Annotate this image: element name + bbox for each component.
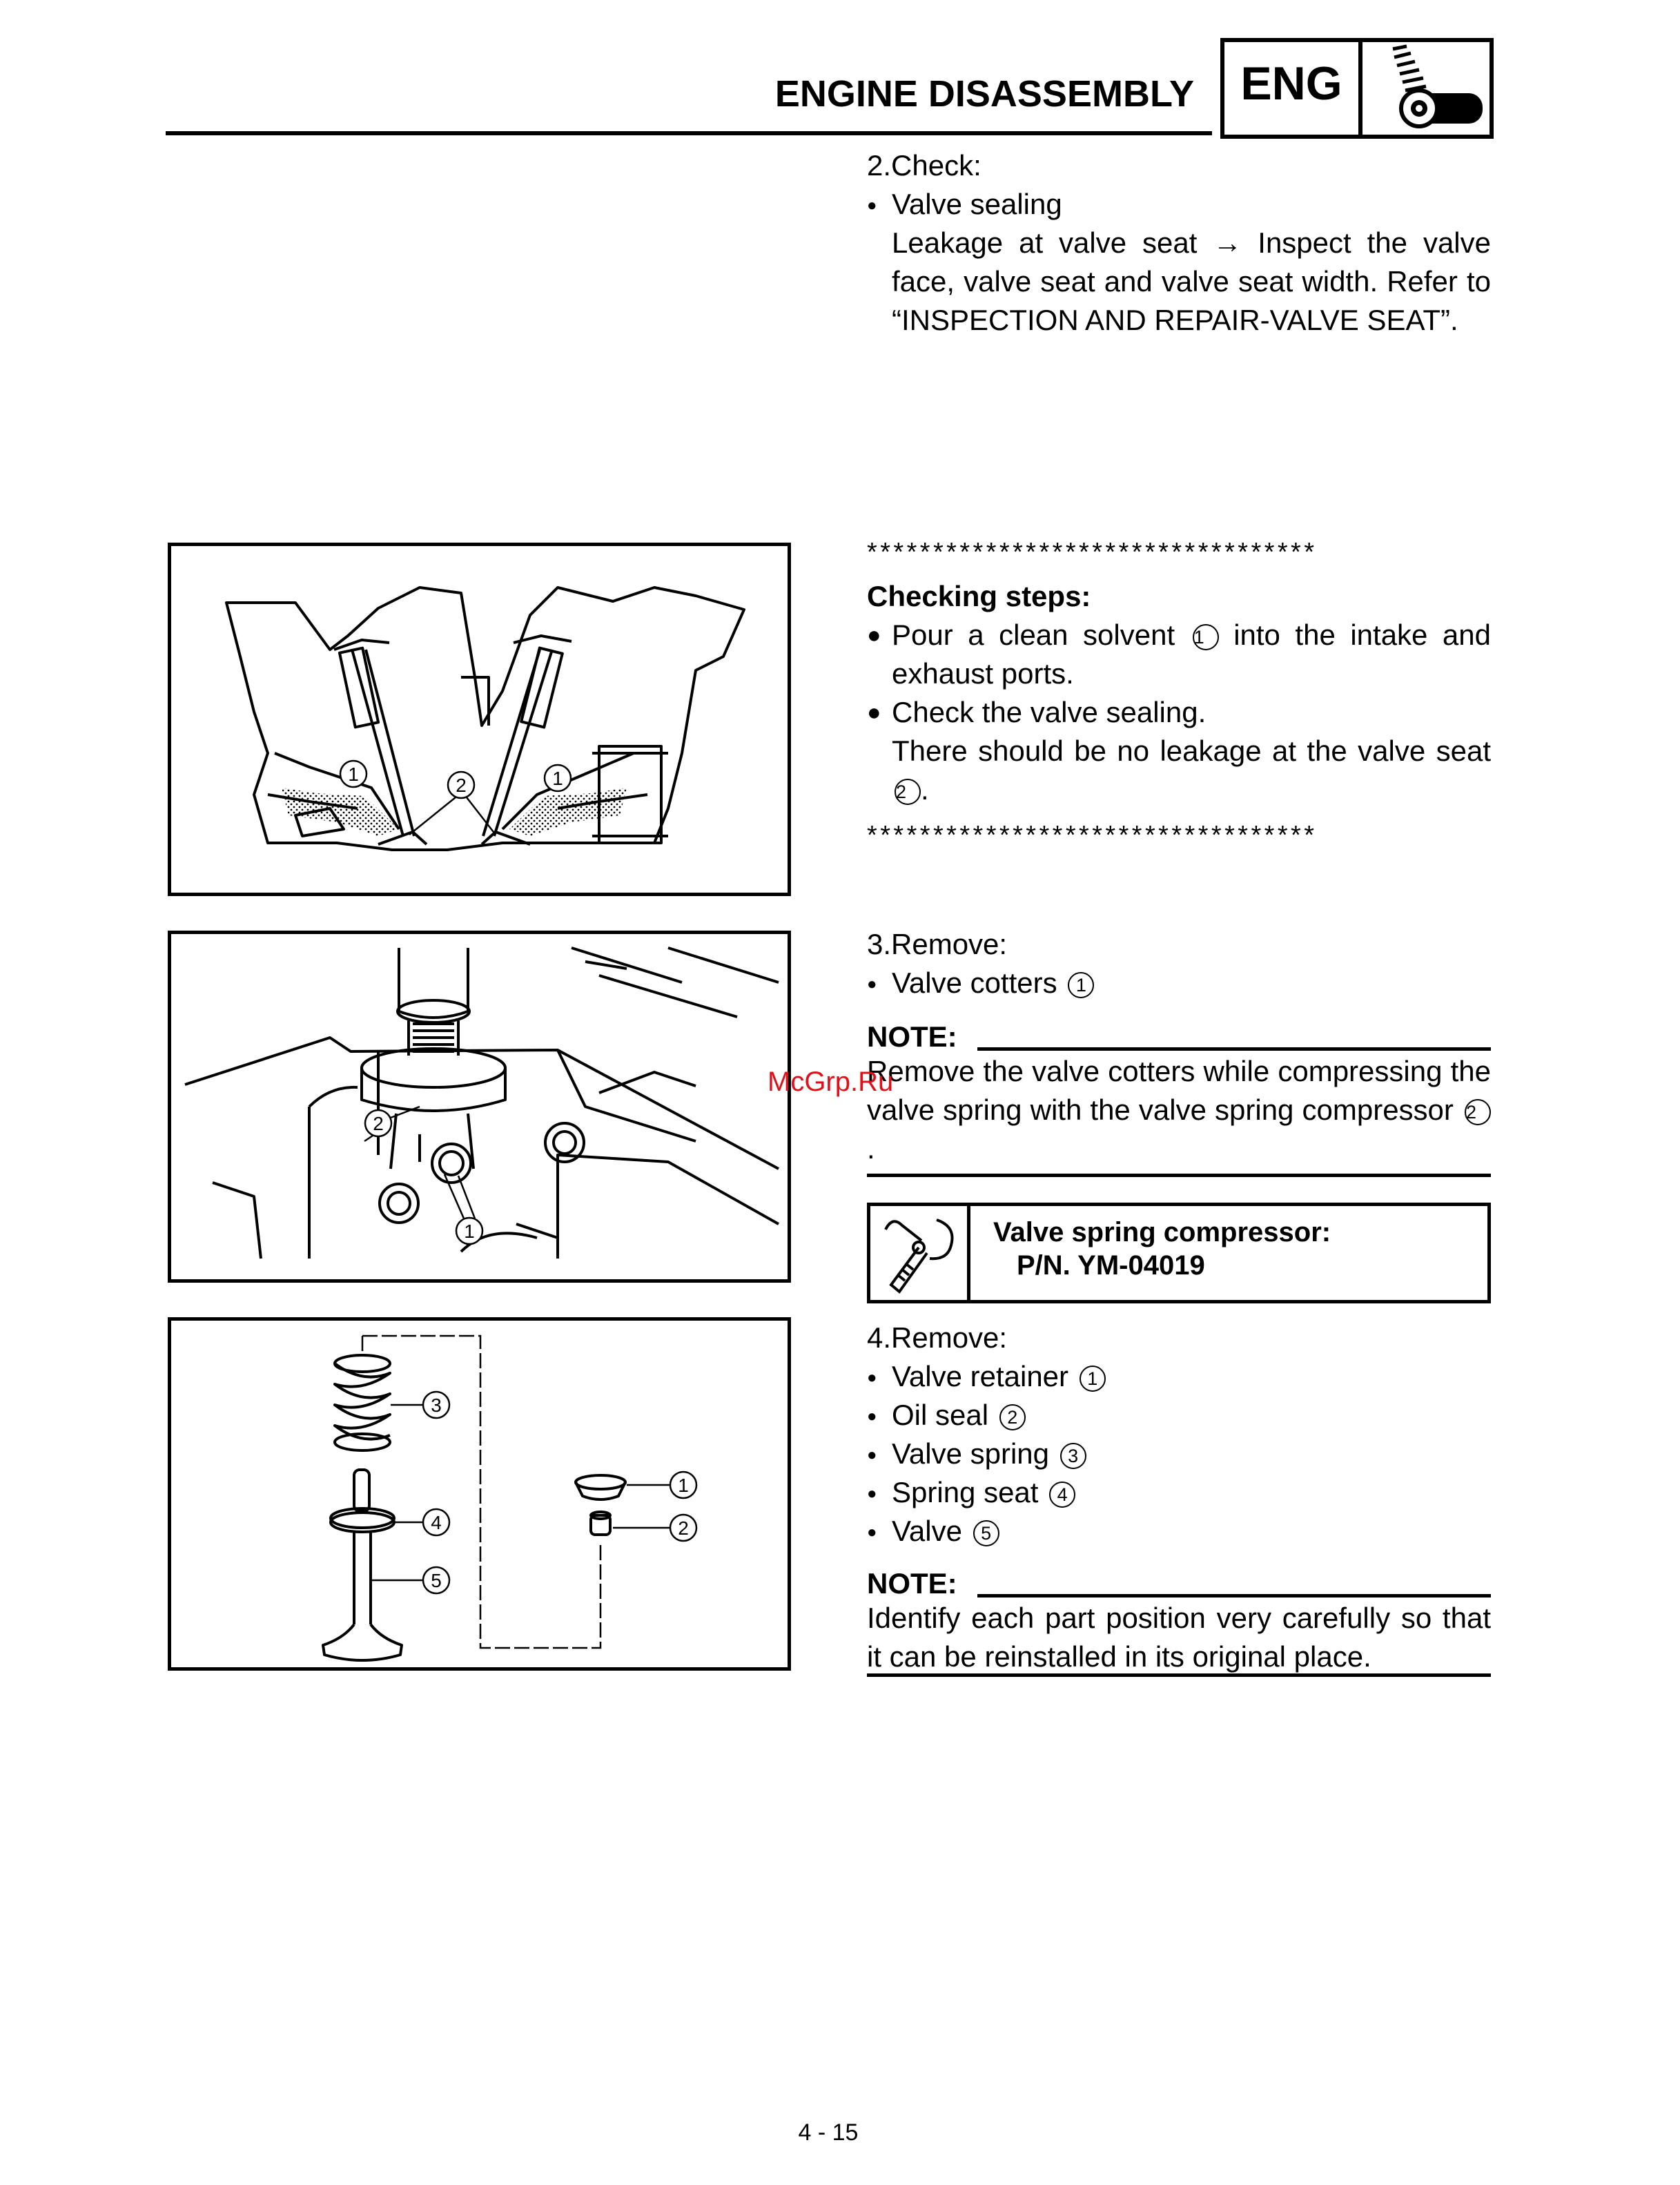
step4-item-label: Valve retainer xyxy=(892,1360,1069,1392)
step2-heading: 2.Check: xyxy=(867,149,981,182)
callout-5: 5 xyxy=(973,1520,999,1546)
step4-item xyxy=(867,1473,1491,1512)
checking-b2-post: . xyxy=(921,773,929,806)
callout-1: 1 xyxy=(1068,972,1094,998)
step2-bullet: ● Valve sealing xyxy=(867,185,1491,224)
page-title: ENGINE DISASSEMBLY xyxy=(774,73,1194,115)
wrench-tool-icon xyxy=(870,1206,970,1300)
fig2-callout: 1 xyxy=(464,1221,475,1242)
step4-item-label: Valve xyxy=(892,1515,962,1547)
step2-block xyxy=(867,146,1491,340)
step3-bullet xyxy=(867,964,1491,1002)
step3-note-text xyxy=(867,1052,1491,1168)
section-tag: ENG xyxy=(1224,42,1362,135)
checking-bullet-2: ● Check the valve sealing. xyxy=(867,693,1491,732)
note-label: NOTE: xyxy=(867,1567,957,1600)
callout-2: 2 xyxy=(1465,1099,1491,1125)
step3-note-pre: Remove the valve cotters while compressing the valve spring with the valve spring compressor xyxy=(867,1055,1491,1126)
callout-2: 2 xyxy=(895,779,921,805)
note-rule xyxy=(977,1047,1491,1051)
header-rule xyxy=(166,131,1212,135)
step4-block xyxy=(867,1319,1491,1551)
engine-icon xyxy=(1367,42,1489,135)
step4-item xyxy=(867,1357,1491,1396)
step4-note-text: Identify each part position very carefully so that it can be reinstalled in its original place. xyxy=(867,1602,1491,1673)
step4-item-label: Spring seat xyxy=(892,1476,1039,1508)
figure-valve-cotters xyxy=(168,931,791,1283)
callout-3: 3 xyxy=(1060,1443,1086,1469)
checking-bullet-1 xyxy=(867,616,1491,693)
fig1-callout: 1 xyxy=(348,764,359,785)
note-end-rule xyxy=(867,1174,1491,1177)
fig1-callout: 1 xyxy=(552,768,563,789)
stars-bottom: ********************************** xyxy=(867,821,1318,850)
checking-title: Checking steps: xyxy=(867,580,1091,612)
checking-block xyxy=(867,577,1491,809)
step4-item xyxy=(867,1435,1491,1473)
fig3-callout: 1 xyxy=(678,1475,689,1496)
callout-2: 2 xyxy=(999,1404,1026,1430)
fig3-callout: 5 xyxy=(431,1570,442,1591)
note-rule xyxy=(977,1594,1491,1598)
page-number: 4 - 15 xyxy=(798,2119,859,2146)
fig3-callout: 2 xyxy=(678,1517,689,1539)
fig2-callout: 2 xyxy=(373,1113,384,1134)
watermark: McGrp.Ru xyxy=(768,1067,894,1097)
checking-b2-pre: There should be no leakage at the valve seat xyxy=(892,735,1491,767)
checking-b1-post: into the intake and exhaust ports. xyxy=(892,619,1492,690)
step3-bullet-label: Valve cotters xyxy=(892,967,1057,999)
note-label: NOTE: xyxy=(867,1020,957,1053)
checking-b2-text xyxy=(867,732,1491,809)
step3-heading: 3.Remove: xyxy=(867,928,1008,960)
step4-item xyxy=(867,1512,1491,1551)
callout-4: 4 xyxy=(1049,1482,1075,1508)
figure-valve-components xyxy=(168,1317,791,1671)
figure-valve-sealing xyxy=(168,543,791,896)
callout-1: 1 xyxy=(1080,1366,1106,1392)
step3-note-post: . xyxy=(867,1132,875,1165)
special-tool-box xyxy=(867,1203,1491,1303)
stars-top: ********************************** xyxy=(867,538,1318,567)
fig3-callout: 3 xyxy=(431,1395,442,1416)
step4-item-label: Oil seal xyxy=(892,1399,989,1431)
note-end-rule xyxy=(867,1673,1491,1677)
fig3-callout: 4 xyxy=(431,1512,442,1533)
step4-item xyxy=(867,1396,1491,1435)
step2-body: Leakage at valve seat → Inspect the valve face, valve seat and valve seat width. Refer to “INSPECTION AND REPAIR-VALVE SEAT”. xyxy=(892,226,1491,336)
tool-name: Valve spring compressor: xyxy=(993,1217,1331,1247)
fig1-callout: 2 xyxy=(456,775,467,796)
tool-part-number: P/N. YM-04019 xyxy=(1017,1250,1205,1281)
checking-b1-pre: Pour a clean solvent xyxy=(892,619,1175,651)
step3-block xyxy=(867,925,1491,1002)
step4-heading: 4.Remove: xyxy=(867,1321,1008,1354)
section-badge xyxy=(1220,38,1494,139)
callout-1: 1 xyxy=(1193,624,1219,650)
step4-item-label: Valve spring xyxy=(892,1437,1050,1470)
